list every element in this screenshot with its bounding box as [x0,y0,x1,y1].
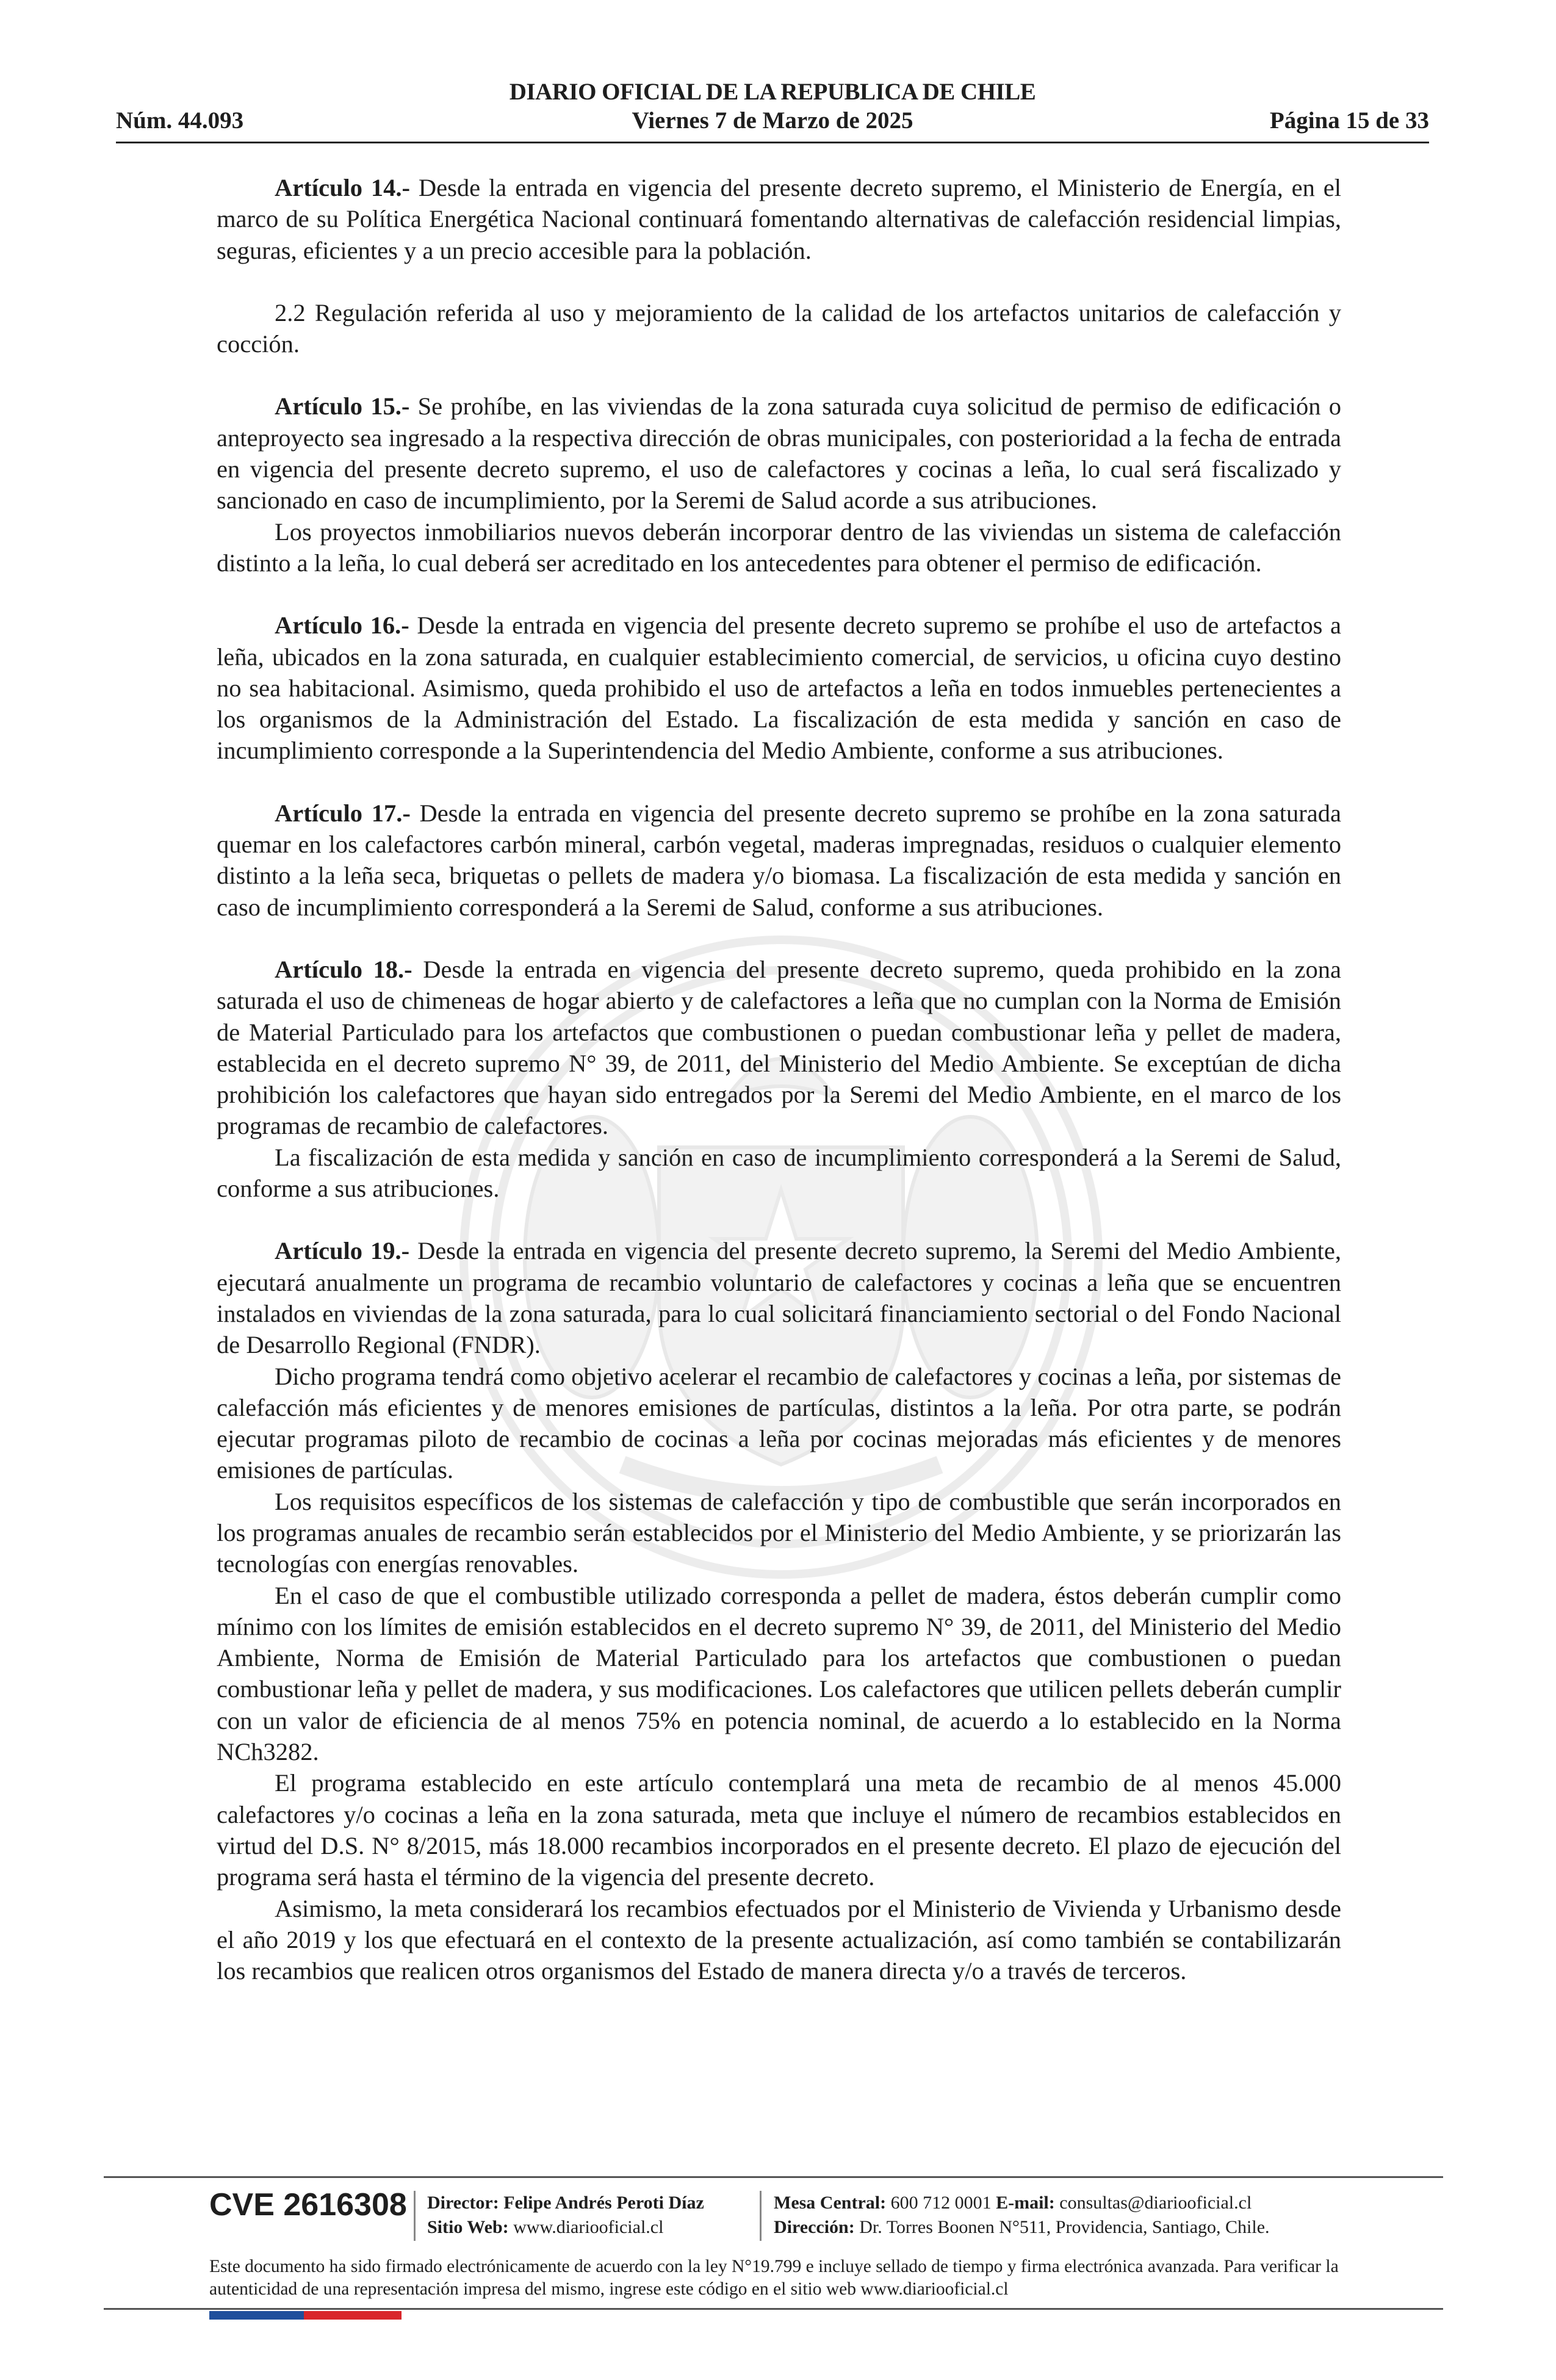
footer-separator [414,2191,416,2241]
article-19-paragraph: Dicho programa tendrá como objetivo acelerar el recambio de calefactores y cocinas a leña, por sistemas de calefacción más eficientes y de menores emisiones de partículas, distintos a la leña. Por otra parte, se podrán ejecutar programas piloto de recambio de cocinas a leña por cocinas mejoradas más eficientes y de menores emisiones de partículas. [217,1362,1341,1484]
address-label: Dirección: [774,2217,855,2237]
footer-divider-top [104,2176,1443,2178]
article-label: Artículo 18.- [275,955,412,983]
issue-date: Viernes 7 de Marzo de 2025 [632,107,913,134]
article-text: Desde la entrada en vigencia del presente decreto supremo se prohíbe el uso de artefactos a leña, ubicados en la zona saturada, en cualquier establecimiento comercial, de servicios, u oficina cuyo destino no sea habitacional. Asimismo, queda prohibido el uso de artefactos a leña en todos inmuebles pertenecientes a los organismos de la Administración del Estado. La fiscalización de esta medida y sanción en caso de incumplimiento corresponde a la Superintendencia del Medio Ambiente, conforme a sus atribuciones. [217,611,1341,765]
article-19-paragraph: En el caso de que el combustible utilizado corresponda a pellet de madera, éstos deberán cumplir como mínimo con los límites de emisión establecidos en el decreto supremo N° 39, de 2011, del Ministerio del Medio Ambiente, Norma de Emisión de Material Particulado para los artefactos que combustionen o puedan combustionar leña y pellet de madera, y sus modificaciones. Los calefactores que utilicen pellets deberán cumplir con un valor de eficiencia de al menos 75% en potencia nominal, de acuerdo a lo establecido en la Norma NCh3282. [217,1581,1341,1766]
director-label: Director: [427,2193,499,2213]
article-17 [217,798,1341,923]
issue-number: Núm. 44.093 [116,107,244,134]
article-text: Desde la entrada en vigencia del presente decreto supremo, el Ministerio de Energía, en el marco de su Política Energética Nacional continuará fomentando alternativas de calefacción residencial limpias, seguras, eficientes y a un precio accesible para la población. [217,174,1341,264]
article-14 [217,172,1341,266]
page-number: Página 15 de 33 [1269,107,1429,134]
address-value: Dr. Torres Boonen N°511, Providencia, Santiago, Chile. [854,2217,1270,2237]
header-divider [116,142,1429,143]
article-label: Artículo 16.- [275,611,409,640]
article-19 [217,1235,1341,1360]
article-text: Desde la entrada en vigencia del presente decreto supremo se prohíbe en la zona saturada quemar en los calefactores carbón mineral, carbón vegetal, maderas impregnadas, residuos o cualquier elemento distinto a la leña seca, briquetas o pellets de madera y/o biomasa. La fiscalización de esta medida y sanción en caso de incumplimiento corresponderá a la Seremi de Salud, conforme a sus atribuciones. [217,799,1341,921]
phone-number: 600 712 0001 [886,2193,996,2213]
article-label: Artículo 19.- [275,1237,410,1265]
signature-notice: Este documento ha sido firmado electrónicamente de acuerdo con la ley N°19.799 e incluye sellado de tiempo y firma electrónica avanzada. Para verificar la autenticidad de una representación impresa del mismo, ingrese este código en el sitio web www.diariooficial.cl [209,2257,1339,2299]
article-label: Artículo 15.- [275,392,410,420]
email-label: E-mail: [996,2193,1055,2213]
article-18-paragraph: La fiscalización de esta medida y sanción en caso de incumplimiento corresponderá a la Seremi de Salud, conforme a sus atribuciones. [217,1143,1341,1203]
website-label: Sitio Web: [427,2217,509,2237]
article-label: Artículo 17.- [275,799,411,827]
article-19-paragraph: Los requisitos específicos de los sistemas de calefacción y tipo de combustible que serán incorporados en los programas anuales de recambio serán establecidos por el Ministerio del Medio Ambiente, y se priorizarán las tecnologías con energías renovables. [217,1487,1341,1578]
section-2-2: 2.2 Regulación referida al uso y mejoramiento de la calidad de los artefactos unitarios de calefacción y cocción. [217,298,1341,358]
website-link[interactable]: www.diariooficial.cl [508,2217,664,2237]
footer-contact-block [774,2191,1270,2240]
article-text: Desde la entrada en vigencia del presente decreto supremo, queda prohibido en la zona saturada el uso de chimeneas de hogar abierto y de calefactores a leña que no cumplan con la Norma de Emisión de Material Particulado para los artefactos que combustionen o puedan combustionar leña y pellet de madera, establecida en el decreto supremo N° 39, de 2011, del Ministerio del Medio Ambiente. Se exceptúan de dicha prohibición los calefactores que hayan sido entregados por la Seremi del Medio Ambiente, en el marco de los programas de recambio de calefactores. [217,955,1341,1140]
article-15 [217,391,1341,516]
footer-separator [760,2191,762,2241]
email-link[interactable]: consultas@diariooficial.cl [1054,2193,1252,2213]
page-header [116,78,1429,145]
flag-stripe-red [304,2311,402,2320]
article-19-paragraph: Asimismo, la meta considerará los recambios efectuados por el Ministerio de Vivienda y Urbanismo desde el año 2019 y los que efectuará en el contexto de la presente actualización, así como también se contabilizarán los recambios que realicen otros organismos del Estado de manera directa y/o a través de terceros. [217,1894,1341,1985]
director-name: Felipe Andrés Peroti Díaz [499,2193,704,2213]
article-label: Artículo 14.- [275,174,410,201]
footer-divider-bottom [104,2308,1443,2310]
article-15-paragraph: Los proyectos inmobiliarios nuevos deberán incorporar dentro de las viviendas un sistema de calefacción distinto a la leña, lo cual deberá ser acreditado en los antecedentes para obtener el permiso de edificación. [217,517,1341,577]
footer-director-block [427,2191,704,2240]
phone-label: Mesa Central: [774,2193,887,2213]
flag-stripe-blue [209,2311,304,2320]
article-16 [217,610,1341,766]
article-19-paragraph: El programa establecido en este artículo contemplará una meta de recambio de al menos 45.000 calefactores y/o cocinas a leña en la zona saturada, meta que incluye el número de recambios establecidos en virtud del D.S. N° 8/2015, más 18.000 recambios incorporados en el presente decreto. El plazo de ejecución del programa será hasta el término de la vigencia del presente decreto. [217,1769,1341,1891]
article-text: Se prohíbe, en las viviendas de la zona saturada cuya solicitud de permiso de edificación o anteproyecto sea ingresado a la respectiva dirección de obras municipales, con posterioridad a la fecha de entrada en vigencia del presente decreto supremo, el uso de calefactores y cocinas a leña, lo cual será fiscalizado y sancionado en caso de incumplimiento, por la Seremi de Salud acorde a sus atribuciones. [217,392,1342,514]
article-text: Desde la entrada en vigencia del presente decreto supremo, la Seremi del Medio Ambiente, ejecutará anualmente un programa de recambio voluntario de calefactores y cocinas a leña que se encuentren instalados en viviendas de la zona saturada, para lo cual solicitará financiamiento sectorial o del Fondo Nacional de Desarrollo Regional (FNDR). [217,1237,1341,1359]
journal-title: DIARIO OFICIAL DE LA REPUBLICA DE CHILE [509,79,1036,105]
article-18 [217,954,1341,1142]
cve-code: CVE 2616308 [209,2187,407,2223]
document-body [217,172,1341,1986]
